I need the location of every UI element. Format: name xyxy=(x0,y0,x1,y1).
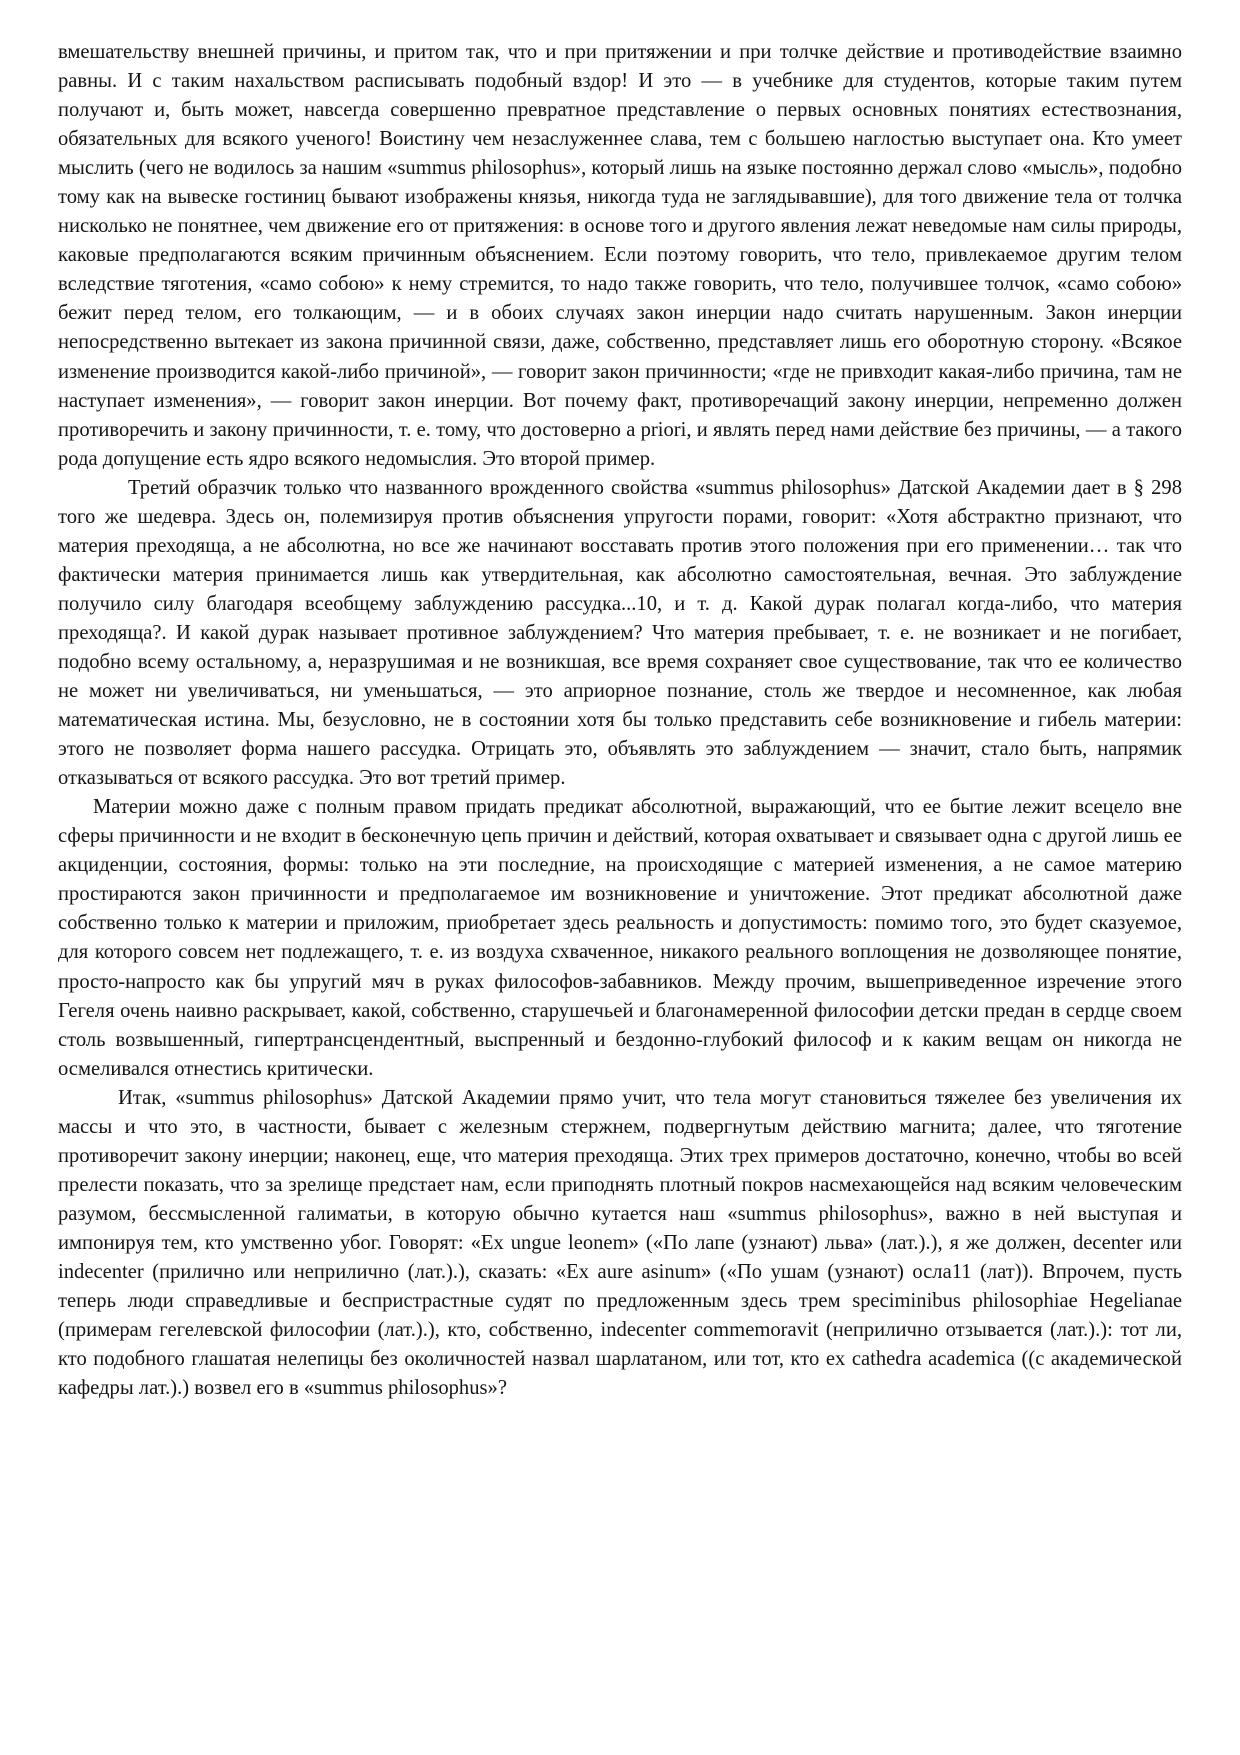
paragraph-4: Итак, «summus philosophus» Датской Академии прямо учит, что тела могут становиться тяжелее без увеличения их массы и что это, в частности, бывает с железным стержнем, подвергнутым действию магнита; далее, что тяготение противоречит закону инерции; наконец, еще, что материя преходяща. Этих трех примеров достаточно, конечно, чтобы во всей прелести показать, что за зрелище предстает нам, если приподнять плотный покров насмехающейся над всяким человеческим разумом, бессмысленной галиматьи, в которую обычно кутается наш «summus philosophus», важно в ней выступая и импонируя тем, кто умственно убог. Говорят: «Ex ungue leonem» («По лапе (узнают) льва» (лат.).), я же должен, decenter или indecenter (прилично или неприлично (лат.).), сказать: «Ex aure asinum» («По ушам (узнают) осла11 (лат)). Впрочем, пусть теперь люди справедливые и беспристрастные судят по предложенным здесь трем speciminibus philosophiae Hegelianae (примерам гегелевской философии (лат.).), кто, собственно, indecenter commemoravit (неприлично отзывается (лат.).): тот ли, кто подобного глашатая нелепицы без околичностей назвал шарлатаном, или тот, кто ex cathedra academica ((с академической кафедры лат.).) возвел его в «summus philosophus»? xyxy=(58,1086,1182,1400)
document-page xyxy=(58,38,1182,1403)
paragraph-2: Третий образчик только что названного врожденного свойства «summus philosophus» Датской Академии дает в § 298 того же шедевра. Здесь он, полемизируя против объяснения упругости порами, говорит: «Хотя абстрактно признают, что материя преходяща, а не абсолютна, но все же начинают восставать против этого положения при его применении… так что фактически материя принимается лишь как утвердительная, как абсолютно самостоятельная, вечная. Это заблуждение получило силу благодаря всеобщему заблуждению рассудка...10, и т. д. Какой дурак полагал когда-либо, что материя преходяща?. И какой дурак называет противное заблуждением? Что материя пребывает, т. е. не возникает и не погибает, подобно всему остальному, а, неразрушимая и не возникшая, все время сохраняет свое существование, так что ее количество не может ни увеличиваться, ни уменьшаться, — это априорное познание, столь же твердое и несомненное, как любая математическая истина. Мы, безусловно, не в состоянии хотя бы только представить себе возникновение и гибель материи: этого не позволяет форма нашего рассудка. Отрицать это, объявлять это заблуждением — значит, стало быть, напрямик отказываться от всякого рассудка. Это вот третий пример. xyxy=(58,476,1182,790)
paragraph-3: Материи можно даже с полным правом придать предикат абсолютной, выражающий, что ее бытие лежит всецело вне сферы причинности и не входит в бесконечную цепь причин и действий, которая охватывает и связывает одна с другой лишь ее акциденции, состояния, формы: только на эти последние, на происходящие с материей изменения, а не самое материю простираются закон причинности и предполагаемое им возникновение и уничтожение. Этот предикат абсолютной даже собственно только к материи и приложим, приобретает здесь реальность и допустимость: помимо того, это будет сказуемое, для которого совсем нет подлежащего, т. е. из воздуха схваченное, никакого реального воплощения не дозволяющее понятие, просто-напросто как бы упругий мяч в руках философов-забавников. Между прочим, вышеприведенное изречение этого Гегеля очень наивно раскрывает, какой, собственно, старушечьей и благонамеренной философии детски предан в сердце своем столь возвышенный, гипертрансцендентный, выспренный и бездонно-глубокий философ и к каким вещам он никогда не осмеливался отнестись критически. xyxy=(58,796,1182,1080)
paragraph-1: вмешательству внешней причины, и притом так, что и при притяжении и при толчке действие и противодействие взаимно равны. И с таким нахальством расписывать подобный вздор! И это — в учебнике для студентов, которые таким путем получают и, быть может, навсегда совершенно превратное представление о первых основных понятиях естествознания, обязательных для всякого ученого! Воистину чем незаслуженнее слава, тем с большею наглостью выступает она. Кто умеет мыслить (чего не водилось за нашим «summus philosophus», который лишь на языке постоянно держал слово «мысль», подобно тому как на вывеске гостиниц бывают изображены князья, никогда туда не заглядывавшие), для того движение тела от толчка нисколько не понятнее, чем движение его от притяжения: в основе того и другого явления лежат неведомые нам силы природы, каковые предполагаются всяким причинным объяснением. Если поэтому говорить, что тело, привлекаемое другим телом вследствие тяготения, «само собою» к нему стремится, то надо также говорить, что тело, получившее толчок, «само собою» бежит перед телом, его толкающим, — и в обоих случаях закон инерции надо считать нарушенным. Закон инерции непосредственно вытекает из закона причинной связи, даже, собственно, представляет лишь его оборотную сторону. «Всякое изменение производится какой-либо причиной», — говорит закон причинности; «где не привходит какая-либо причина, там не наступает изменения», — говорит закон инерции. Вот почему факт, противоречащий закону инерции, непременно должен противоречить и закону причинности, т. е. тому, что достоверно a priori, и являть перед нами действие без причины, — а такого рода допущение есть ядро всякого недомыслия. Это второй пример. xyxy=(58,41,1182,470)
